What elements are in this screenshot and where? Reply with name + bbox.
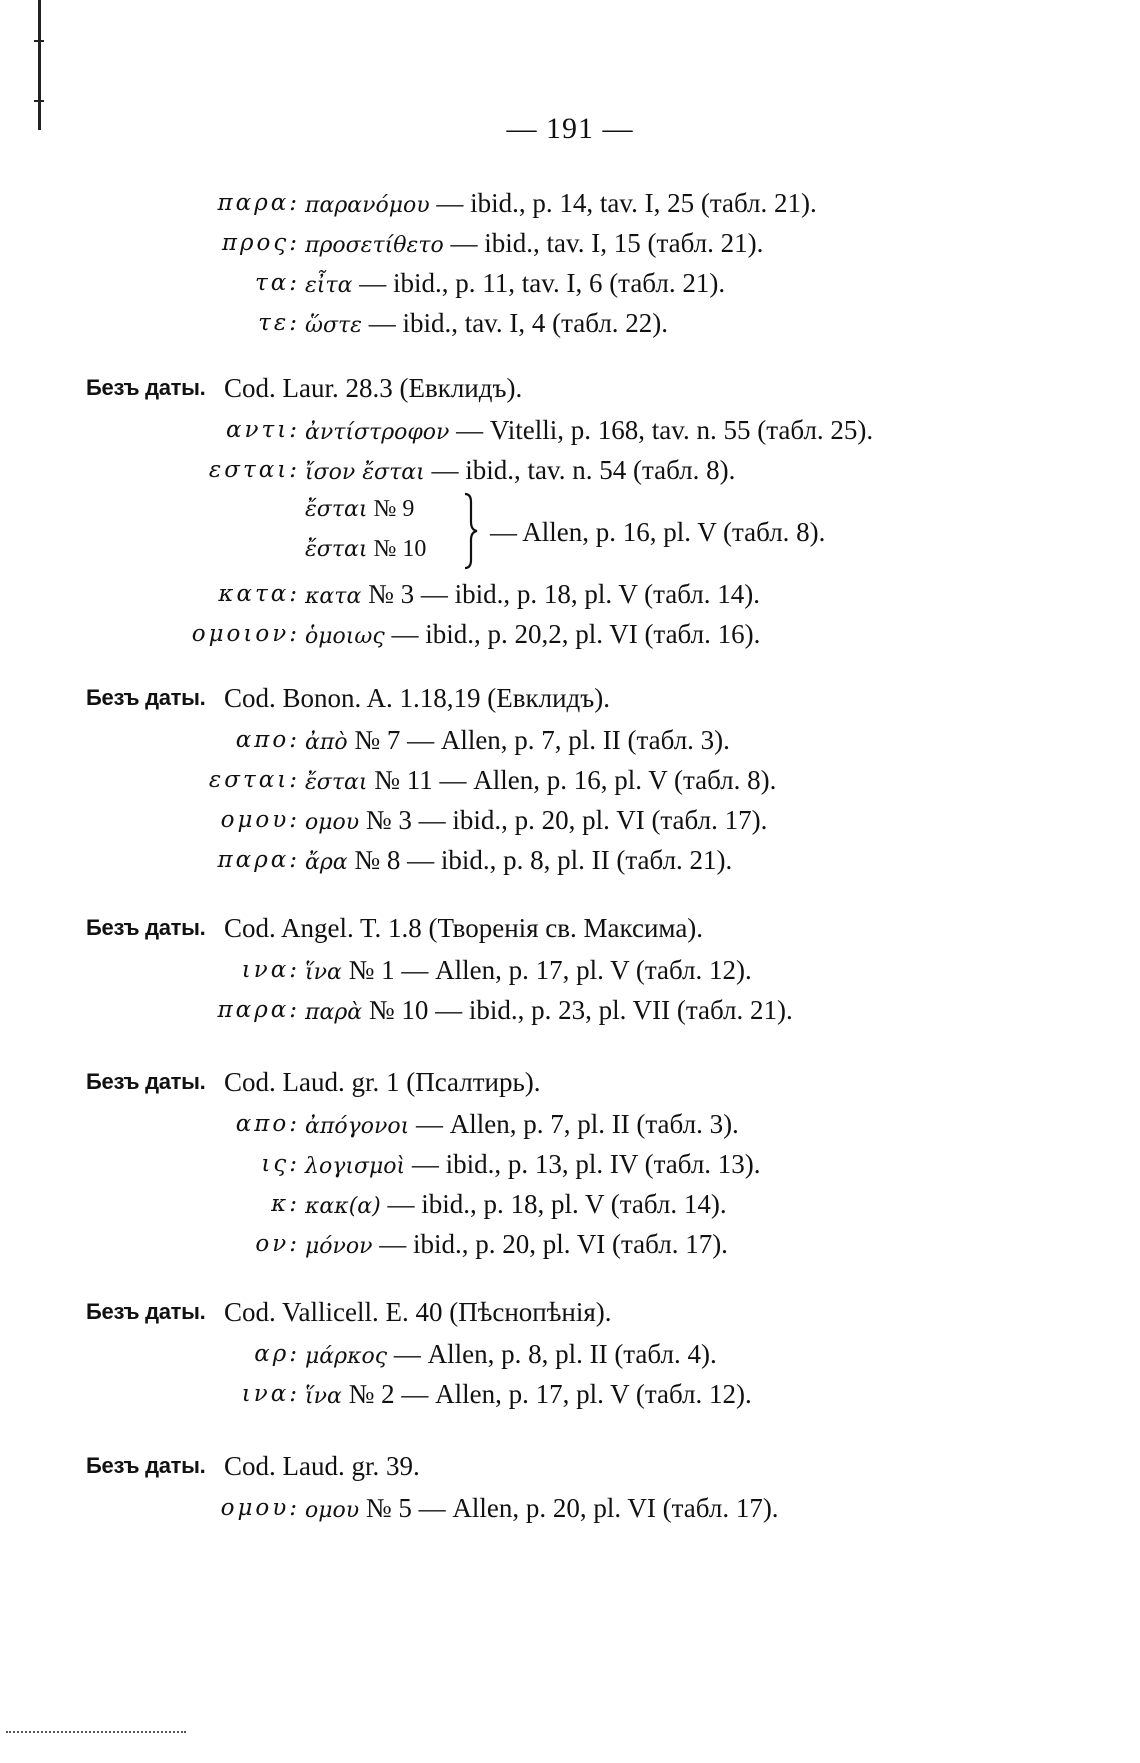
entry-key: ις:: [261, 1151, 300, 1177]
entry-ref: — ibid., tav. I, 4 (табл. 22).: [361, 308, 669, 338]
entry-value: [305, 223, 763, 266]
entry-key: προς:: [221, 230, 300, 256]
entry-value: [305, 263, 725, 306]
entry-value: [305, 1104, 739, 1147]
entry-greek: ὁμοιως: [305, 624, 385, 649]
entry-ref: — ibid., p. 13, pl. IV (табл. 13).: [405, 1149, 761, 1179]
entry-value: [305, 1334, 717, 1377]
entry-key: ομου:: [220, 807, 300, 833]
entry-key: ομου:: [220, 1495, 300, 1521]
brace-group: [0, 490, 1140, 574]
heading-label: Безъ даты.: [86, 685, 206, 710]
entry-row: [0, 303, 1140, 343]
entry-value: [305, 1488, 779, 1531]
entry-row: [0, 990, 1140, 1030]
entry-row: [0, 1144, 1140, 1184]
entry-greek: ἴσον ἔσται: [305, 460, 425, 485]
entry-greek: μάρκος: [305, 1344, 388, 1369]
heading-label: Безъ даты.: [86, 1299, 206, 1324]
entry-greek: ἔσται: [305, 497, 368, 522]
entry-row: [0, 720, 1140, 760]
entry-ref: № 2 — Allen, p. 17, pl. V (табл. 12).: [341, 1379, 752, 1409]
entry-greek: κατα: [305, 584, 362, 609]
entry-key: τα:: [254, 270, 300, 296]
section-heading: [0, 906, 1140, 950]
entry-ref: — ibid., p. 20, pl. VI (табл. 17).: [372, 1229, 728, 1259]
entry-row: [0, 760, 1140, 800]
entry-row: [0, 1184, 1140, 1224]
entry-value: [305, 990, 793, 1033]
entry-value: [305, 303, 668, 346]
entry-ref: — Vitelli, p. 168, tav. n. 55 (табл. 25).: [449, 415, 874, 445]
entry-greek: προσετίθετο: [305, 233, 444, 258]
entry-row: [0, 450, 1140, 490]
section-heading: [0, 366, 1140, 410]
entry-ref: № 5 — Allen, p. 20, pl. VI (табл. 17).: [359, 1493, 779, 1523]
entry-greek: ομου: [305, 810, 360, 835]
entry-row: [0, 183, 1140, 223]
entry-greek: ομου: [305, 1498, 360, 1523]
entry-greek: εἶτα: [305, 273, 353, 298]
entry-key: ομοιον:: [191, 621, 300, 647]
entry-key: ινα:: [241, 1381, 300, 1407]
heading-label: Безъ даты.: [86, 915, 206, 940]
entry-value: [305, 1374, 752, 1417]
entry-key: παρα:: [217, 847, 300, 873]
entry-greek: παρανόμου: [305, 193, 430, 218]
entry-greek: ἄρα: [305, 850, 348, 875]
entry-ref: № 7 — Allen, p. 7, pl. II (табл. 3).: [347, 725, 730, 755]
entry-ref: № 1 — Allen, p. 17, pl. V (табл. 12).: [341, 955, 752, 985]
entry-key: αρ:: [254, 1341, 300, 1367]
entry-row: [0, 223, 1140, 263]
entry-row: [0, 410, 1140, 450]
entry-value: [305, 614, 760, 657]
entry-greek: λογισμοὶ: [305, 1154, 406, 1179]
page-binding-edge: [38, 0, 41, 130]
entry-ref: № 3 — ibid., p. 20, pl. VI (табл. 17).: [359, 805, 768, 835]
entry-ref: — Allen, p. 8, pl. II (табл. 4).: [387, 1339, 717, 1369]
entry-greek: ὥστε: [305, 313, 362, 338]
entry-greek: ἀντίστροφον: [305, 420, 450, 445]
heading-label: Безъ даты.: [86, 1453, 206, 1478]
heading-text: Cod. Laur. 28.3 (Евклидъ).: [224, 373, 523, 403]
entry-ref: — Allen, p. 7, pl. II (табл. 3).: [409, 1109, 739, 1139]
entry-ref: № 11 — Allen, p. 16, pl. V (табл. 8).: [367, 765, 777, 795]
brace-line: [305, 530, 426, 569]
entry-row: [0, 1374, 1140, 1414]
entry-value: [305, 720, 730, 763]
section-cod-vallicell: [0, 1290, 1140, 1414]
entry-number: № 9: [367, 496, 415, 522]
entry-ref: — Allen, p. 16, pl. V (табл. 8).: [490, 517, 826, 547]
section-heading: [0, 676, 1140, 720]
entry-value: [305, 1184, 727, 1227]
entry-greek: κακ(α): [305, 1194, 381, 1219]
entry-row: [0, 1488, 1140, 1528]
entry-key: ινα:: [241, 957, 300, 983]
section-heading: [0, 1444, 1140, 1488]
heading-text: Cod. Bonon. A. 1.18,19 (Евклидъ).: [224, 683, 610, 713]
curly-brace-icon: [463, 492, 479, 570]
heading-text: Cod. Angel. T. 1.8 (Творенія св. Максима).: [224, 913, 704, 943]
heading-label: Безъ даты.: [86, 1069, 206, 1094]
entry-value: [305, 1144, 761, 1187]
entry-greek: ἔσται: [305, 770, 368, 795]
scan-smudge: [6, 1728, 186, 1733]
entry-row: [0, 800, 1140, 840]
heading-text: Cod. Vallicell. E. 40 (Пѣснопѣнія).: [224, 1297, 612, 1327]
entry-ref: № 3 — ibid., p. 18, pl. V (табл. 14).: [361, 579, 760, 609]
entry-row: [0, 950, 1140, 990]
entry-number: № 10: [367, 536, 427, 562]
entry-key: κατα:: [218, 581, 300, 607]
entry-value: [305, 183, 817, 226]
entry-value: [305, 574, 760, 617]
entry-value: [305, 760, 776, 803]
entry-key: αντι:: [225, 417, 300, 443]
entry-value: [305, 410, 873, 453]
entry-key: τε:: [258, 310, 300, 336]
entry-row: [0, 574, 1140, 614]
section-intro: [0, 183, 1140, 343]
entry-greek: ἵνα: [305, 1384, 342, 1409]
brace-line: [305, 490, 414, 529]
entry-key: παρα:: [217, 997, 300, 1023]
entry-row: [0, 840, 1140, 880]
entry-row: [0, 1224, 1140, 1264]
entry-key: εσται:: [208, 767, 300, 793]
entry-ref: — ibid., p. 14, tav. I, 25 (табл. 21).: [429, 188, 817, 218]
section-heading: [0, 1290, 1140, 1334]
entry-ref: — ibid., p. 20,2, pl. VI (табл. 16).: [384, 619, 761, 649]
entry-greek: ἀπόγονοι: [305, 1114, 410, 1139]
entry-row: [0, 263, 1140, 303]
heading-label: Безъ даты.: [86, 375, 206, 400]
binding-mark: [34, 40, 44, 42]
heading-text: Cod. Laud. gr. 39.: [224, 1451, 420, 1481]
entry-value: [305, 840, 732, 883]
entry-ref: № 8 — ibid., p. 8, pl. II (табл. 21).: [347, 845, 733, 875]
section-cod-bonon: [0, 676, 1140, 880]
entry-ref: — ibid., tav. I, 15 (табл. 21).: [443, 228, 764, 258]
entry-ref: — ibid., p. 18, pl. V (табл. 14).: [380, 1189, 727, 1219]
entry-greek: μόνον: [305, 1234, 373, 1259]
entry-row: [0, 1104, 1140, 1144]
entry-key: απο:: [235, 727, 300, 753]
entry-greek: ἵνα: [305, 960, 342, 985]
entry-row: [0, 1334, 1140, 1374]
binding-mark: [34, 100, 44, 102]
entry-greek: ἀπὸ: [305, 730, 348, 755]
entry-key: ον:: [255, 1231, 300, 1257]
section-cod-laur: [0, 366, 1140, 654]
entry-ref: № 10 — ibid., p. 23, pl. VII (табл. 21).: [362, 995, 793, 1025]
heading-text: Cod. Laud. gr. 1 (Псалтирь).: [224, 1067, 541, 1097]
section-cod-angel: [0, 906, 1140, 1030]
section-cod-laud-39: [0, 1444, 1140, 1528]
entry-value: [305, 800, 767, 843]
entry-ref: — ibid., p. 11, tav. I, 6 (табл. 21).: [352, 268, 726, 298]
section-cod-laud-1: [0, 1060, 1140, 1264]
entry-key: παρα:: [217, 190, 300, 216]
section-heading: [0, 1060, 1140, 1104]
entry-greek: ἔσται: [305, 537, 368, 562]
entry-greek: παρὰ: [305, 1000, 363, 1025]
entry-value: [305, 950, 752, 993]
entry-value: [305, 450, 735, 493]
entry-ref: — ibid., tav. n. 54 (табл. 8).: [424, 455, 736, 485]
entry-key: κ:: [271, 1191, 300, 1217]
page-number: — 191 —: [506, 112, 634, 145]
entry-key: απο:: [235, 1111, 300, 1137]
entry-row: [0, 614, 1140, 654]
entry-key: εσται:: [208, 457, 300, 483]
entry-value: [305, 1224, 728, 1267]
